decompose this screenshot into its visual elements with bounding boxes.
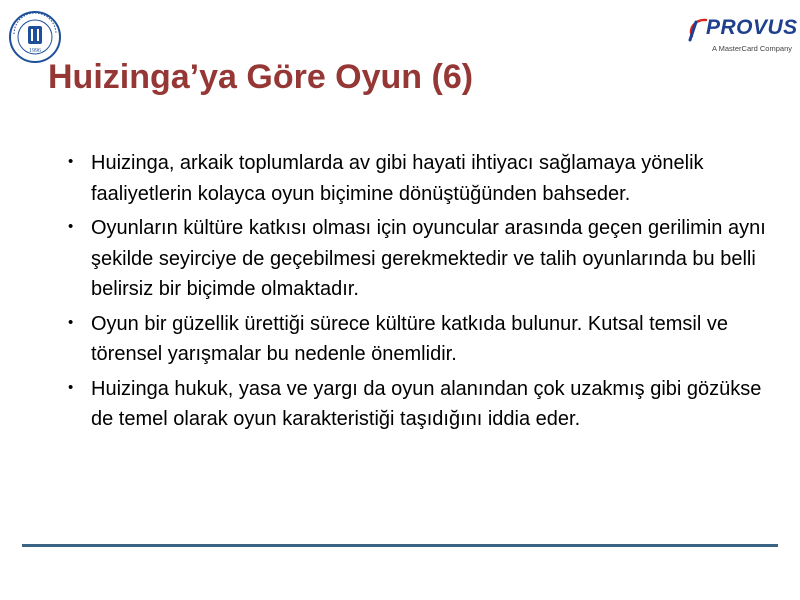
- bullet-text: Oyun bir güzellik ürettiği sürece kültüre katkıda bulunur. Kutsal temsil ve törensel yarışmalar bu nedenle önemlidir.: [91, 312, 728, 365]
- bullet-dot-icon: •: [68, 378, 74, 396]
- bullet-dot-icon: •: [68, 218, 74, 235]
- bullet-text: Huizinga, arkaik toplumlarda av gibi hayati ihtiyacı sağlamaya yönelik faaliyetlerin kolayca oyun biçimine dönüştüğünden bahseder.: [91, 152, 704, 205]
- bullet-item: [68, 374, 768, 435]
- provus-tagline: A MasterCard Company: [711, 44, 792, 53]
- bullet-text: Oyunların kültüre katkısı olması için oyuncular arasında geçen gerilimin aynı şekilde seyirciye de geçebilmesi gerekmektedir ve talih oyunlarında bu belli belirsiz bir biçimde olmaktadır.: [91, 217, 766, 300]
- seal-year: 1996: [29, 48, 41, 54]
- bullet-list: [68, 148, 768, 439]
- university-seal-icon: [8, 10, 62, 64]
- bullet-dot-icon: •: [68, 153, 74, 170]
- bullet-item: [68, 309, 768, 370]
- bullet-text: Huizinga hukuk, yasa ve yargı da oyun alanından çok uzakmış gibi gözükse de temel olarak oyun karakteristiği taşıdığını iddia eder.: [91, 377, 762, 430]
- bullet-item: [68, 148, 768, 209]
- provus-wordmark: PROVUS: [706, 16, 798, 39]
- provus-logo: [686, 14, 798, 56]
- slide-title: Huizinga’ya Göre Oyun (6): [48, 58, 474, 96]
- bullet-dot-icon: •: [68, 313, 74, 331]
- footer-divider: [22, 544, 778, 547]
- bullet-item: [68, 213, 768, 305]
